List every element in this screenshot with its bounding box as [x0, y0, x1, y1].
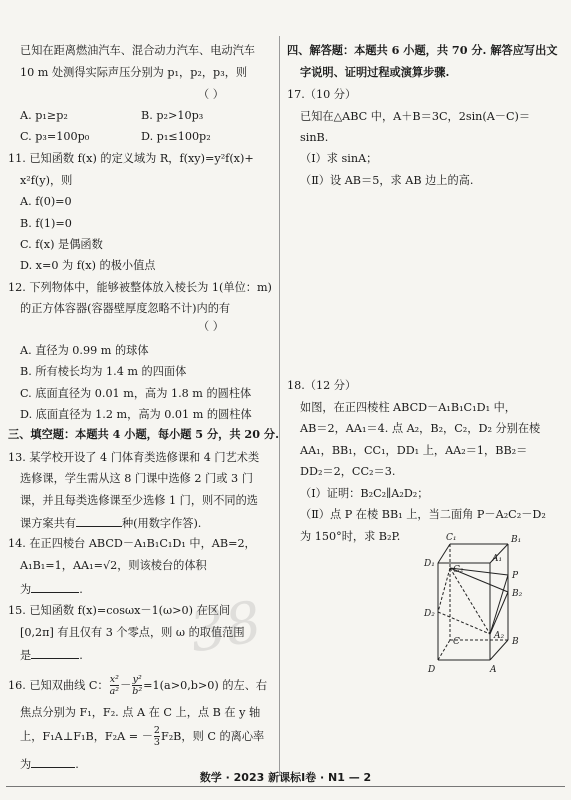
- label-b1: B₁: [511, 535, 522, 545]
- q12-option-a: A. 直径为 0.99 m 的球体: [20, 344, 149, 357]
- label-d2: D₂: [424, 609, 435, 619]
- q16-fraction-num: 2: [153, 725, 160, 736]
- q16-fraction-x-num: x²: [109, 674, 119, 685]
- q11-option-d: D. x=0 为 f(x) 的极小值点: [20, 259, 156, 272]
- q10-option-a: A. p₁≥p₂: [20, 109, 68, 122]
- q17-part2: （Ⅱ）设 AB＝5，求 AB 边上的高.: [300, 174, 474, 187]
- label-b2: B₂: [512, 589, 523, 599]
- edge-a-b: [490, 640, 508, 660]
- q16-line3-start: 上，F₁A⊥F₁B，F₂A = －: [20, 729, 153, 743]
- prism-figure: [400, 530, 540, 680]
- label-p: P: [512, 571, 519, 581]
- q14-answer-blank[interactable]: [31, 582, 79, 593]
- q16-answer-blank[interactable]: [31, 757, 75, 768]
- column-divider: [279, 36, 280, 776]
- q13-answer-blank[interactable]: [76, 516, 122, 527]
- q10-line2: 10 m 处测得实际声压分别为 p₁，p₂，p₃，则: [20, 66, 248, 79]
- q16-minus: －: [120, 678, 132, 692]
- q10-option-d: D. p₁≤100p₂: [141, 130, 211, 143]
- q17-line1: 已知在△ABC 中，A＋B＝3C，2sin(A－C)＝: [300, 110, 531, 123]
- q16-fraction-x-den: a²: [109, 685, 120, 697]
- segment-c2-a2: [450, 568, 490, 634]
- label-c1: C₁: [446, 533, 457, 543]
- edge-d-c: [438, 640, 450, 660]
- label-a1: A₁: [492, 554, 503, 564]
- q18-line4: DD₂＝2，CC₂＝3.: [300, 465, 396, 478]
- label-d1: D₁: [424, 559, 435, 569]
- q17-line2: sinB.: [300, 131, 329, 144]
- q16-line1: [8, 675, 267, 696]
- q11-line2: x²f(y)，则: [20, 174, 73, 187]
- q15-answer-blank[interactable]: [31, 648, 79, 659]
- q13-line4-start: 课方案共有: [20, 517, 76, 530]
- q18-line1: 如图，在正四棱柱 ABCD－A₁B₁C₁D₁ 中，: [300, 401, 516, 414]
- q16-line2: 焦点分别为 F₁，F₂. 点 A 在 C 上，点 B 在 y 轴: [20, 706, 261, 719]
- q16-line1-start: 16. 已知双曲线 C：: [8, 678, 109, 692]
- q14-line3-end: .: [79, 583, 83, 596]
- q18-part1: （Ⅰ）证明：B₂C₂∥A₂D₂；: [300, 487, 429, 500]
- q16-fraction-y-num: y²: [132, 674, 142, 685]
- segment-d2-a2: [438, 612, 490, 634]
- q10-line1: 已知在距离燃油汽车、混合动力汽车、电动汽车: [20, 44, 255, 57]
- label-b: B: [512, 637, 519, 647]
- q14-line2: A₁B₁=1，AA₁=√2，则该棱台的体积: [20, 559, 207, 572]
- q13-line4: [20, 516, 201, 529]
- q14-line3-start: 为: [20, 583, 32, 596]
- q13-line2: 选修课，学生需从这 8 门课中选修 2 门或 3 门: [20, 472, 253, 485]
- q15-line3: [20, 648, 83, 661]
- q16-fraction-y-den: b²: [132, 685, 143, 697]
- q16-line3: [20, 726, 264, 747]
- q10-option-c: C. p₃=100p₀: [20, 130, 90, 143]
- label-a2: A₂: [494, 631, 505, 641]
- edge-d1-c1: [438, 544, 450, 563]
- q10-option-b: B. p₂>10p₃: [141, 109, 204, 122]
- q15-line1: 15. 已知函数 f(x)=cosωx－1(ω>0) 在区间: [8, 604, 231, 617]
- q16-fraction-two-thirds: [154, 726, 160, 747]
- q16-line4-end: .: [75, 758, 79, 771]
- q11-option-b: B. f(1)=0: [20, 217, 72, 230]
- q14-line3: [20, 582, 83, 595]
- q16-line4: [20, 757, 79, 770]
- q10-answer-paren: （ ）: [198, 88, 224, 101]
- footer-divider: [6, 786, 565, 787]
- q12-answer-paren: （ ）: [198, 320, 224, 333]
- q15-line3-end: .: [79, 649, 83, 662]
- section-4-heading-line1: 四、解答题：本题共 6 小题，共 70 分. 解答应写出文: [287, 43, 558, 57]
- q13-line1: 13. 某学校开设了 4 门体育类选修课和 4 门艺术类: [8, 451, 260, 464]
- q17-header: 17.（10 分）: [287, 88, 357, 101]
- q15-line3-start: 是: [20, 649, 32, 662]
- q11-option-c: C. f(x) 是偶函数: [20, 238, 103, 251]
- q18-line2: AB＝2，AA₁＝4. 点 A₂，B₂，C₂，D₂ 分别在棱: [300, 422, 541, 435]
- q16-fraction-x: [110, 675, 119, 696]
- q18-part2-line2: 为 150°时，求 B₂P.: [300, 530, 401, 543]
- q17-part1: （Ⅰ）求 sinA；: [300, 152, 378, 165]
- q14-line1: 14. 在正四棱台 ABCD－A₁B₁C₁D₁ 中，AB=2，: [8, 537, 256, 550]
- section-4-heading-line2: 字说明、证明过程或演算步骤.: [300, 65, 450, 79]
- q15-line2: [0,2π] 有且仅有 3 个零点，则 ω 的取值范围: [20, 626, 245, 639]
- q16-line3-end: F₂B，则 C 的离心率: [160, 729, 265, 743]
- q12-line1: 12. 下列物体中，能够被整体放入棱长为 1(单位：m): [8, 281, 272, 294]
- q16-line4-start: 为: [20, 758, 32, 771]
- q12-option-d: D. 底面直径为 1.2 m，高为 0.01 m 的圆柱体: [20, 408, 252, 421]
- label-c2: C₂: [453, 565, 464, 575]
- section-3-heading: 三、填空题：本题共 4 小题，每小题 5 分，共 20 分.: [8, 427, 279, 441]
- q12-option-b: B. 所有棱长均为 1.4 m 的四面体: [20, 365, 187, 378]
- segment-p-a2: [490, 575, 508, 634]
- q16-fraction-den: 3: [153, 736, 160, 748]
- q11-line1: 11. 已知函数 f(x) 的定义域为 R，f(xy)=y²f(x)+: [8, 152, 254, 165]
- q11-option-a: A. f(0)=0: [20, 195, 72, 208]
- q18-part2-line1: （Ⅱ）点 P 在棱 BB₁ 上，当二面角 P－A₂C₂－D₂: [300, 508, 546, 521]
- q16-line1-end: =1(a>0,b>0) 的左、右: [143, 678, 268, 692]
- segment-c2-d2: [438, 568, 450, 612]
- q13-line4-end: 种(用数字作答).: [121, 517, 202, 530]
- q12-line2: 的正方体容器(容器壁厚度忽略不计)内的有: [20, 302, 231, 315]
- segment-b2-a2: [490, 592, 508, 634]
- q18-line3: AA₁，BB₁，CC₁，DD₁ 上，AA₂＝1，BB₂＝: [300, 444, 528, 457]
- label-c: C: [453, 637, 460, 647]
- q13-line3: 课，并且每类选修课至少选修 1 门，则不同的选: [20, 494, 258, 507]
- q16-fraction-y: [132, 675, 142, 696]
- label-d: D: [428, 665, 436, 675]
- watermark-38: 38: [184, 589, 267, 666]
- q12-option-c: C. 底面直径为 0.01 m，高为 1.8 m 的圆柱体: [20, 387, 252, 400]
- label-a: A: [490, 665, 497, 675]
- q18-header: 18.（12 分）: [287, 379, 357, 392]
- page-footer: 数学 · 2023 新课标Ⅰ卷 · N1 — 2: [199, 771, 372, 784]
